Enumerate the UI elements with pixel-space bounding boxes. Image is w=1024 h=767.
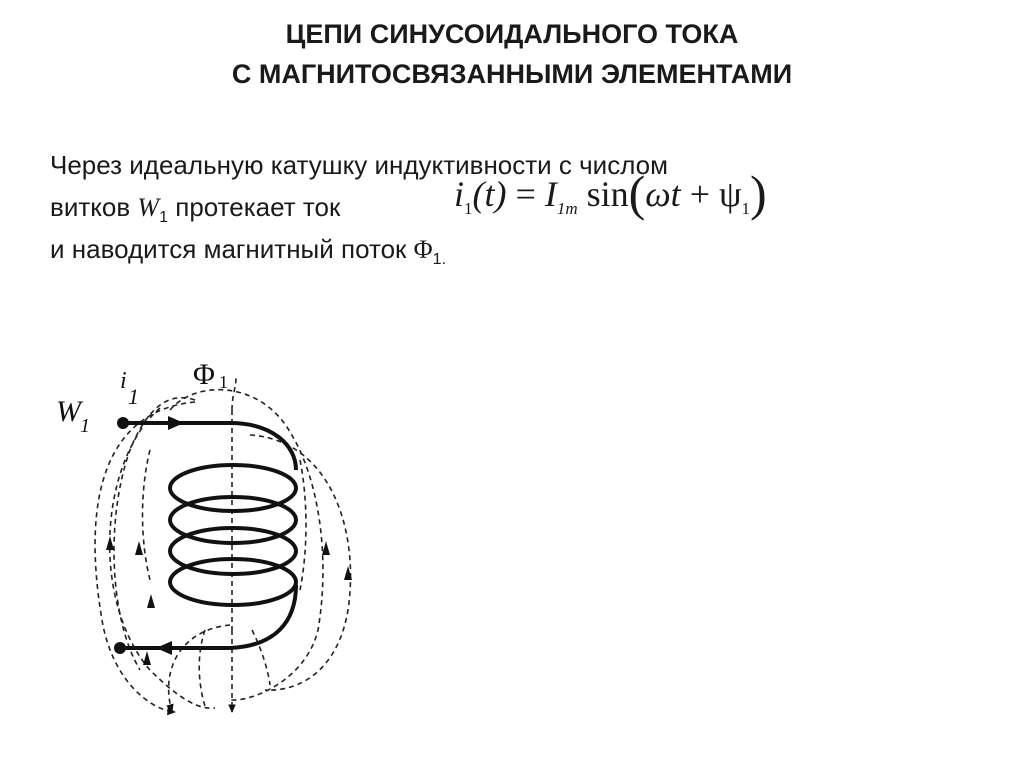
formula-plus: + bbox=[689, 174, 710, 214]
terminal-top bbox=[117, 417, 129, 429]
winding-variable-sub: 1 bbox=[159, 209, 168, 226]
formula-psi-sub: 1 bbox=[741, 199, 751, 218]
formula-amplitude-sub: 1m bbox=[556, 199, 578, 218]
coil-windings bbox=[122, 423, 296, 648]
flux-variable: Φ bbox=[413, 235, 433, 264]
coil-bottom-lead bbox=[122, 585, 296, 648]
formula-amplitude: I bbox=[544, 174, 557, 214]
title-line-1: ЦЕПИ СИНУСОИДАЛЬНОГО ТОКА bbox=[285, 19, 739, 49]
formula-equals: = bbox=[515, 174, 536, 214]
formula-omega-t: ωt bbox=[645, 174, 681, 214]
formula-close-paren: ) bbox=[750, 165, 767, 221]
flux-variable-sub: 1. bbox=[432, 251, 447, 268]
title-line-2: С МАГНИТОСВЯЗАННЫМИ ЭЛЕМЕНТАМИ bbox=[231, 59, 793, 89]
winding-variable: W bbox=[137, 193, 160, 222]
winding-label: W bbox=[56, 395, 81, 428]
current-label: i bbox=[120, 368, 127, 394]
slide-title bbox=[0, 14, 1024, 94]
flux-label-sub: 1 bbox=[219, 372, 228, 392]
current-arrow-top bbox=[168, 416, 184, 430]
winding-label-sub: 1 bbox=[80, 415, 90, 437]
flux-loop-left-inner bbox=[110, 408, 215, 708]
flux-loop-right-inner bbox=[170, 390, 323, 700]
formula-sin: sin bbox=[586, 174, 629, 214]
flux-lines bbox=[95, 378, 351, 712]
current-label-sub: 1 bbox=[128, 384, 139, 409]
body-line-2-suffix: протекает ток bbox=[175, 192, 341, 222]
formula-arg: (t) bbox=[472, 174, 507, 214]
flux-label: Φ bbox=[193, 358, 215, 391]
body-text bbox=[50, 144, 1000, 270]
coil-diagram bbox=[0, 340, 420, 740]
terminal-bottom bbox=[114, 642, 126, 654]
formula-psi: ψ bbox=[719, 174, 742, 214]
body-line-2-prefix: витков bbox=[50, 192, 131, 222]
body-line-3 bbox=[50, 228, 1000, 270]
body-line-3-prefix: и наводится магнитный поток bbox=[50, 234, 407, 264]
current-arrow-bottom bbox=[156, 641, 172, 655]
body-line-1-text: Через идеальную катушку индуктивности с числом bbox=[50, 150, 669, 180]
coil-turn-4 bbox=[170, 559, 296, 605]
formula-lhs: i bbox=[454, 174, 465, 214]
coil-top-lead bbox=[126, 423, 296, 470]
formula-open-paren: ( bbox=[628, 165, 646, 221]
current-formula bbox=[454, 165, 767, 232]
flux-arrows bbox=[106, 536, 352, 665]
formula-lhs-sub: 1 bbox=[464, 199, 473, 218]
